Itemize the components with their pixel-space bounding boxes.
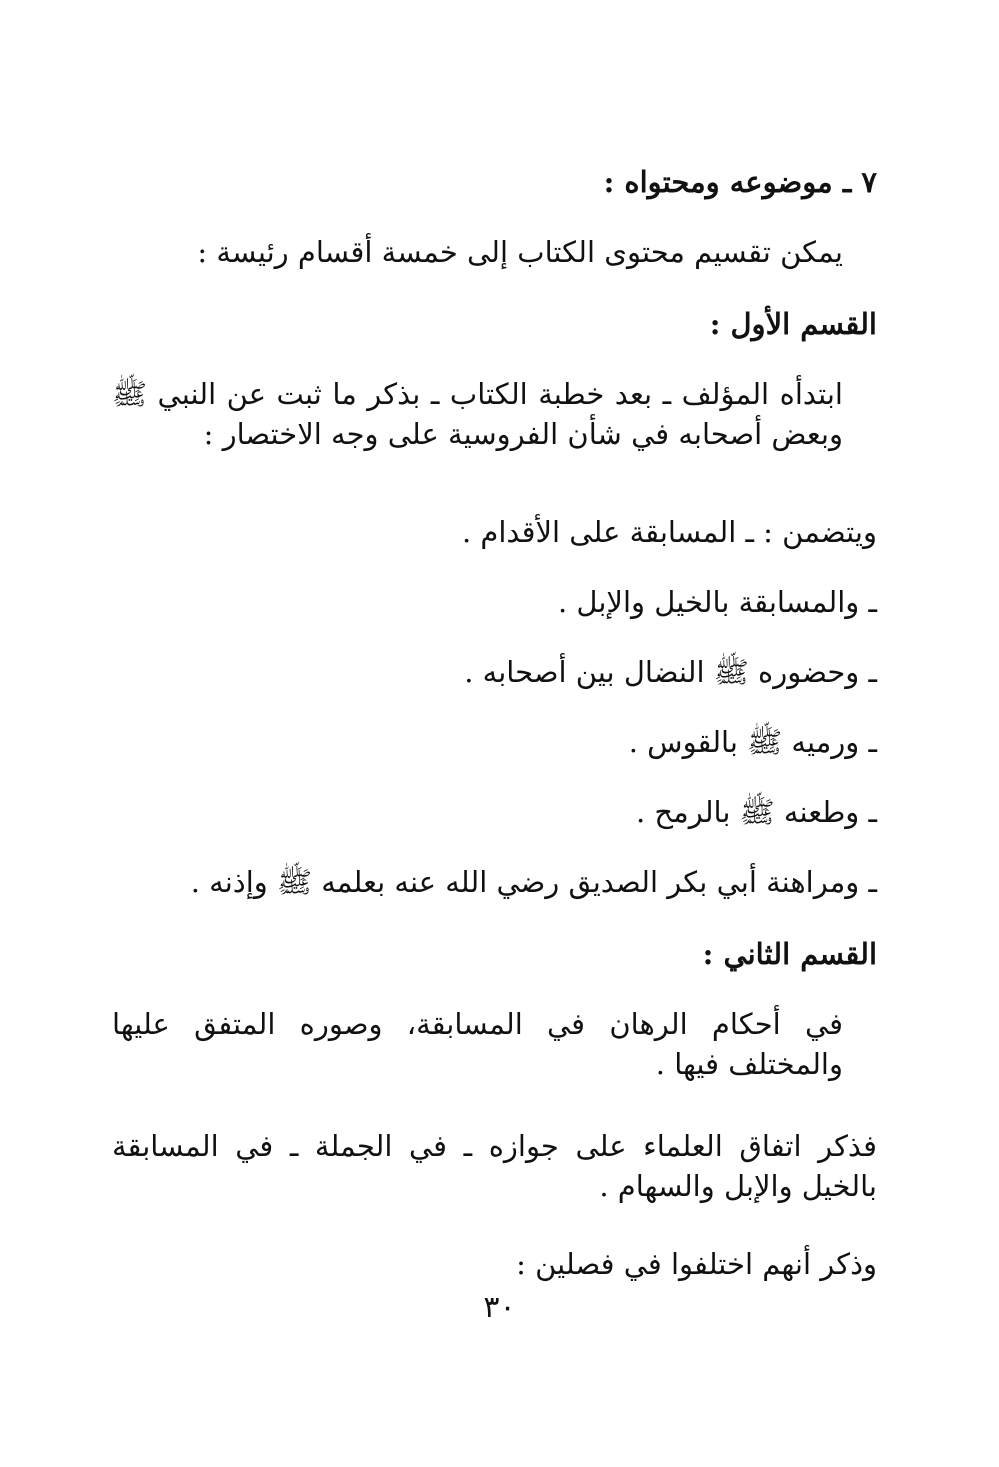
page-number: ٣٠ bbox=[483, 1290, 516, 1325]
intro-text: يمكن تقسيم محتوى الكتاب إلى خمسة أقسام رئيسة : bbox=[197, 235, 843, 269]
part-one-title: القسم الأول : bbox=[709, 307, 877, 341]
part-two-paragraph-3: وذكر أنهم اختلفوا في فصلين : bbox=[516, 1247, 877, 1281]
part-one-paragraph: ابتدأه المؤلف ـ بعد خطبة الكتاب ـ بذكر ما ثبت عن النبي ﷺ وبعض أصحابه في شأن الفروسية على وجه الاختصار : bbox=[112, 377, 843, 451]
list-item: ـ ومراهنة أبي بكر الصديق رضي الله عنه بعلمه ﷺ وإذنه . bbox=[190, 865, 877, 899]
part-two-paragraph-1: في أحكام الرهان في المسابقة، وصوره المتفق عليها والمختلف فيها . bbox=[112, 1007, 843, 1081]
part-one-includes: ويتضمن : ـ المسابقة على الأقدام . bbox=[461, 515, 877, 549]
list-item: ـ وطعنه ﷺ بالرمح . bbox=[636, 795, 877, 829]
list-item: ـ والمسابقة بالخيل والإبل . bbox=[557, 585, 877, 619]
section-title: ٧ ـ موضوعه ومحتواه : bbox=[603, 165, 877, 199]
list-item: ـ ورميه ﷺ بالقوس . bbox=[628, 725, 877, 759]
part-two-title: القسم الثاني : bbox=[702, 937, 877, 971]
list-item: ـ وحضوره ﷺ النضال بين أصحابه . bbox=[464, 655, 877, 689]
part-two-paragraph-2: فذكر اتفاق العلماء على جوازه ـ في الجملة ـ في المسابقة بالخيل والإبل والسهام . bbox=[112, 1129, 877, 1203]
